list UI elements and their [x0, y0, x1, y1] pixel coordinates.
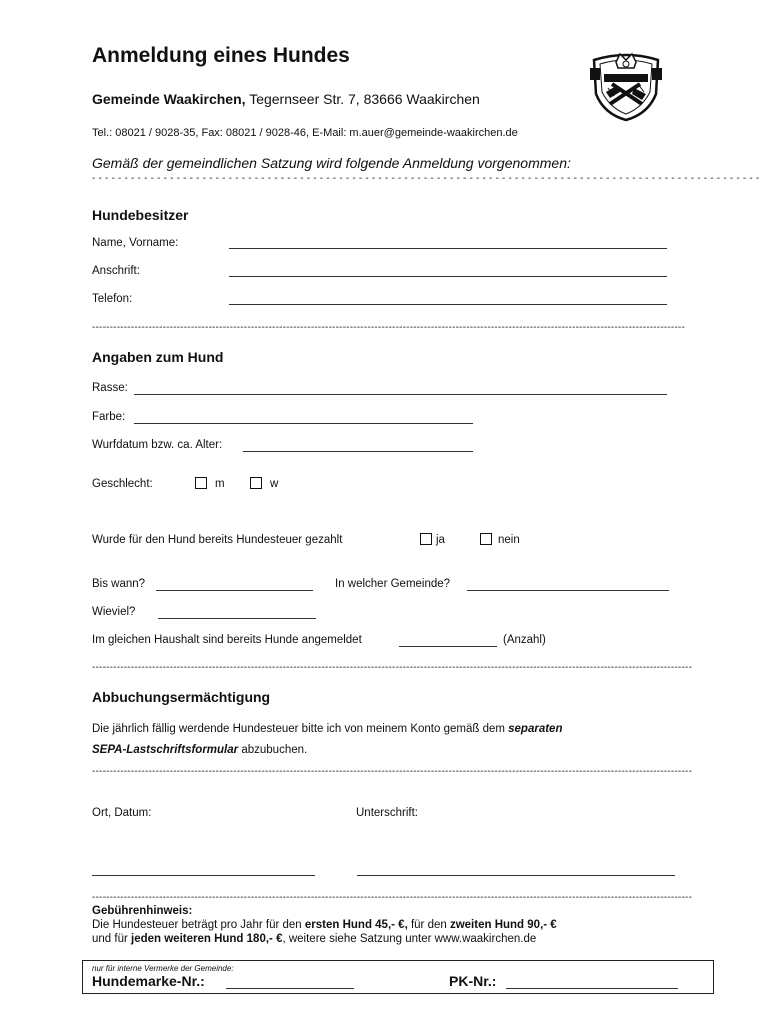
divider: -------------------------------------------------------------------------------------------------------------------------------------------------------------------------- [92, 892, 693, 903]
debit-text-end: abzubuchen. [238, 744, 308, 756]
municipality-label: In welcher Gemeinde? [335, 578, 451, 590]
place-date-field[interactable] [92, 875, 315, 876]
section-heading-dog: Angaben zum Hund [92, 349, 224, 365]
municipality-name: Gemeinde Waakirchen, [92, 91, 246, 107]
birth-field[interactable] [243, 451, 473, 452]
sex-w-checkbox[interactable] [250, 477, 262, 489]
how-much-field[interactable] [158, 618, 316, 619]
fees-heading: Gebührenhinweis: [92, 905, 193, 917]
household-count-field[interactable] [399, 646, 497, 647]
fees-line-2 [92, 933, 536, 945]
color-field[interactable] [134, 423, 473, 424]
fees-text: , weitere siehe Satzung unter www.waakirchen.de [282, 933, 537, 945]
fees-text: Die Hundesteuer beträgt pro Jahr für den [92, 919, 305, 931]
pk-number-field[interactable] [506, 988, 678, 989]
sex-label: Geschlecht: [92, 478, 153, 490]
tax-no-checkbox[interactable] [480, 533, 492, 545]
count-label: (Anzahl) [503, 634, 546, 646]
debit-text-line-1 [92, 723, 562, 735]
tax-yes-checkbox[interactable] [420, 533, 432, 545]
municipality-field[interactable] [467, 590, 669, 591]
name-field[interactable] [229, 248, 667, 249]
page-title: Anmeldung eines Hundes [92, 44, 350, 67]
debit-emphasis: separaten [508, 723, 563, 735]
section-heading-debit: Abbuchungsermächtigung [92, 689, 271, 705]
sepa-form-name: SEPA-Lastschriftsformular [92, 744, 239, 756]
divider: -------------------------------------------------------------------------------------------------------------------------------------------------------------------------- [92, 662, 693, 673]
divider: ------------------------------------------------------------------------------------------------------------------------------------------------------------------------ [92, 322, 686, 333]
fees-line-1 [92, 919, 557, 931]
address-label: Anschrift: [92, 265, 140, 277]
municipality-address [92, 91, 480, 107]
sex-m-label: m [215, 478, 225, 490]
tax-yes-label: ja [436, 534, 445, 546]
debit-text: Die jährlich fällig werdende Hundesteuer bitte ich von meinem Konto gemäß dem [92, 723, 509, 735]
fees-text: und für [92, 933, 131, 945]
dog-tag-label: Hundemarke-Nr.: [92, 973, 205, 989]
address-field[interactable] [229, 276, 667, 277]
pk-number-label: PK-Nr.: [449, 973, 497, 989]
until-field[interactable] [156, 590, 313, 591]
signature-field[interactable] [357, 875, 675, 876]
section-heading-owner: Hundebesitzer [92, 207, 189, 223]
breed-field[interactable] [134, 394, 667, 395]
fee-further-dogs: jeden weiteren Hund 180,- € [131, 933, 283, 945]
phone-label: Telefon: [92, 293, 133, 305]
coat-of-arms-icon [586, 48, 666, 122]
sex-w-label: w [270, 478, 279, 490]
internal-note: nur für interne Vermerke der Gemeinde: [92, 964, 234, 973]
debit-text-line-2 [92, 744, 307, 756]
how-much-label: Wieviel? [92, 606, 136, 618]
sex-m-checkbox[interactable] [195, 477, 207, 489]
dog-tag-field[interactable] [226, 988, 354, 989]
tax-no-label: nein [498, 534, 520, 546]
contact-info: Tel.: 08021 / 9028-35, Fax: 08021 / 9028-46, E-Mail: m.auer@gemeinde-waakirchen.de [92, 127, 518, 139]
breed-label: Rasse: [92, 382, 128, 394]
intro-text: Gemäß der gemeindlichen Satzung wird folgende Anmeldung vorgenommen: [92, 155, 571, 171]
name-label: Name, Vorname: [92, 237, 179, 249]
place-date-label: Ort, Datum: [92, 807, 152, 819]
color-label: Farbe: [92, 411, 126, 423]
birth-label: Wurfdatum bzw. ca. Alter: [92, 439, 223, 451]
household-label: Im gleichen Haushalt sind bereits Hunde angemeldet [92, 634, 362, 646]
fee-second-dog: zweiten Hund 90,- € [449, 919, 557, 931]
divider: -------------------------------------------------------------------------------------------------------------------------------------------------------------------------- [92, 766, 693, 777]
tax-question: Wurde für den Hund bereits Hundesteuer gezahlt [92, 534, 343, 546]
fee-first-dog: ersten Hund 45,- €, [304, 919, 408, 931]
fees-text: für den [407, 919, 450, 931]
phone-field[interactable] [229, 304, 667, 305]
divider: - - - - - - - - - - - - - - - - - - - - - - - - - - - - - - - - - - - - - - - - - - - - - - - - - - - - - - - - - - - - - - - - - - - - - - - - - - - - - - - - - - - - - - - - - - - - - - - - - - - - - - - [92, 173, 760, 184]
address-text: Tegernseer Str. 7, 83666 Waakirchen [249, 91, 480, 107]
signature-label: Unterschrift: [356, 807, 418, 819]
until-label: Bis wann? [92, 578, 146, 590]
